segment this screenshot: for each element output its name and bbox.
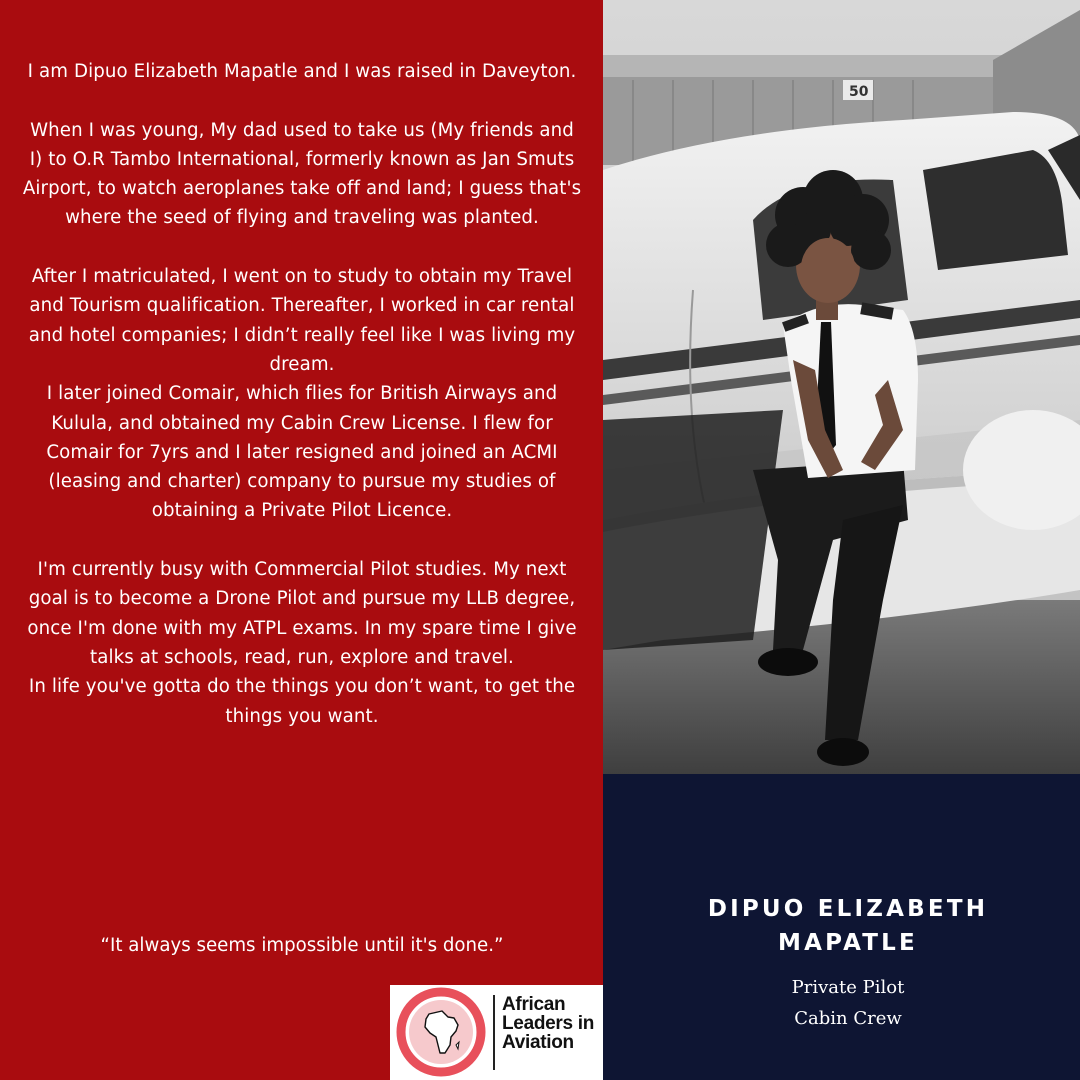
profile-name-line-2: MAPATLE [778,930,918,956]
bio-paragraph-5: I'm currently busy with Commercial Pilot studies. My next goal is to become a Drone Pilot and pursue my LLB degree, once I'm done with my ATPL exams. In my spare time I give talks at schools, read, run, explore and travel. [27,559,577,668]
profile-role-1: Private Pilot [791,977,905,998]
hangar-sign: 50 [849,84,869,100]
african-leaders-logo [390,985,603,1080]
bio-paragraph-3: After I matriculated, I went on to study to obtain my Travel and Tourism qualification. Thereafter, I worked in car rental and hotel companies; I didn’t really feel like I was living my dream. [28,266,576,375]
bio-paragraph-6: In life you've gotta do the things you don’t want, to get the things you want. [28,676,576,727]
africa-map-icon [396,987,486,1077]
pilot-photo [603,0,1080,774]
quote-text: “It always seems impossible until it's done.” [100,935,504,956]
bio-paragraph-1: I am Dipuo Elizabeth Mapatle and I was raised in Daveyton. [27,61,577,82]
profile-role-2: Cabin Crew [794,1008,902,1029]
logo-wordmark [502,995,602,1052]
logo-line-2: Leaders in [502,1013,595,1034]
profile-panel [603,774,1080,1080]
bio-paragraph-4: I later joined Comair, which flies for British Airways and Kulula, and obtained my Cabin Crew License. I flew for Comair for 7yrs and I later resigned and joined an ACMI (leasing and charter) company to pursue my studies of obtaining a Private Pilot Licence. [46,383,558,522]
bio-paragraph-2: When I was young, My dad used to take us (My friends and I) to O.R Tambo International, formerly known as Jan Smuts Airport, to watch aeroplanes take off and land; I guess that's where the seed of flying and traveling was planted. [22,119,582,229]
profile-name [603,892,1080,960]
bio-text [22,57,582,731]
logo-line-1: African [502,994,566,1015]
logo-line-3: Aviation [502,1032,574,1053]
profile-roles [603,972,1080,1034]
logo-divider [493,995,495,1070]
profile-name-line-1: DIPUO ELIZABETH [707,896,989,922]
